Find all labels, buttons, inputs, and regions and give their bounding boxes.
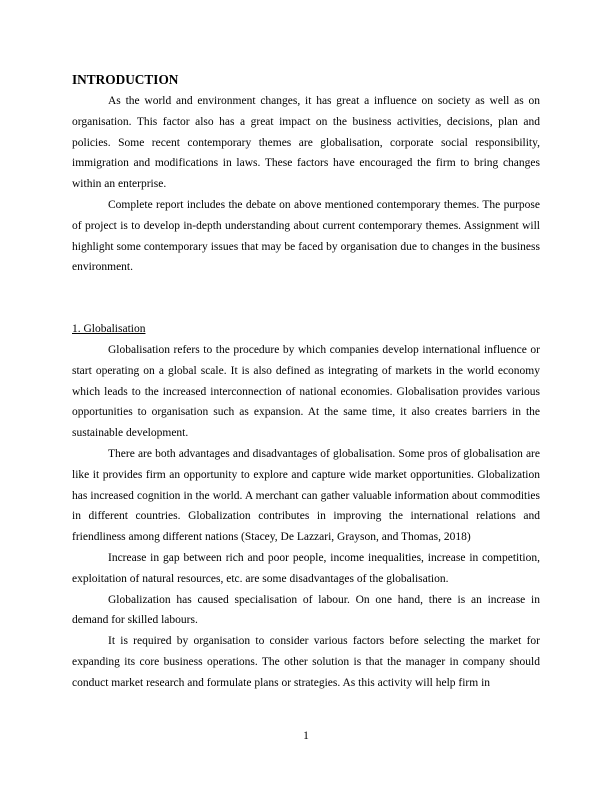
- page-number: 1: [303, 730, 309, 742]
- globalisation-paragraph-2: There are both advantages and disadvantages of globalisation. Some pros of globalisation are like it provides firm an opportunity to explore and capture wide market opportunities. Globalization has increased cognition in the world. A merchant can gather valuable information about commodities in different countries. Globalization contributes in improving the international relations and friendliness among different nations (Stacey, De Lazzari, Grayson, and Thomas, 2018): [72, 447, 540, 544]
- globalisation-paragraph-4: Globalization has caused specialisation of labour. On one hand, there is an increase in demand for skilled labours.: [72, 593, 540, 627]
- globalisation-paragraph-3: Increase in gap between rich and poor people, income inequalities, increase in competition, exploitation of natural resources, etc. are some disadvantages of the globalisation.: [72, 551, 540, 585]
- section-spacer: [72, 278, 540, 319]
- globalisation-paragraph-5: It is required by organisation to consider various factors before selecting the market for expanding its core business operations. The other solution is that the manager in company should conduct market research and formulate plans or strategies. As this activity will help firm in: [72, 635, 540, 689]
- globalisation-paragraph-1: Globalisation refers to the procedure by which companies develop international influence or start operating on a global scale. It is also defined as integrating of markets in the world economy which leads to the increased interconnection of national economies. Globalisation provides various opportunities to organisation such as expansion. At the same time, it also creates barriers in the sustainable development.: [72, 343, 540, 440]
- section-heading-globalisation: 1. Globalisation: [72, 323, 146, 336]
- intro-paragraph-1: As the world and environment changes, it has great a influence on society as well as on organisation. This factor also has a great impact on the business activities, decisions, plan and policies. Some recent contemporary themes are globalisation, corporate social responsibility, immigration and modifications in laws. These factors have encouraged the firm to bring changes within an enterprise.: [72, 95, 540, 191]
- document-page: [72, 71, 540, 694]
- intro-paragraph-2: Complete report includes the debate on above mentioned contemporary themes. The purpose of project is to develop in-depth understanding about current contemporary themes. Assignment will highlight some contemporary issues that may be faced by organisation due to changes in the business environment.: [72, 198, 540, 274]
- page-title: INTRODUCTION: [72, 72, 179, 87]
